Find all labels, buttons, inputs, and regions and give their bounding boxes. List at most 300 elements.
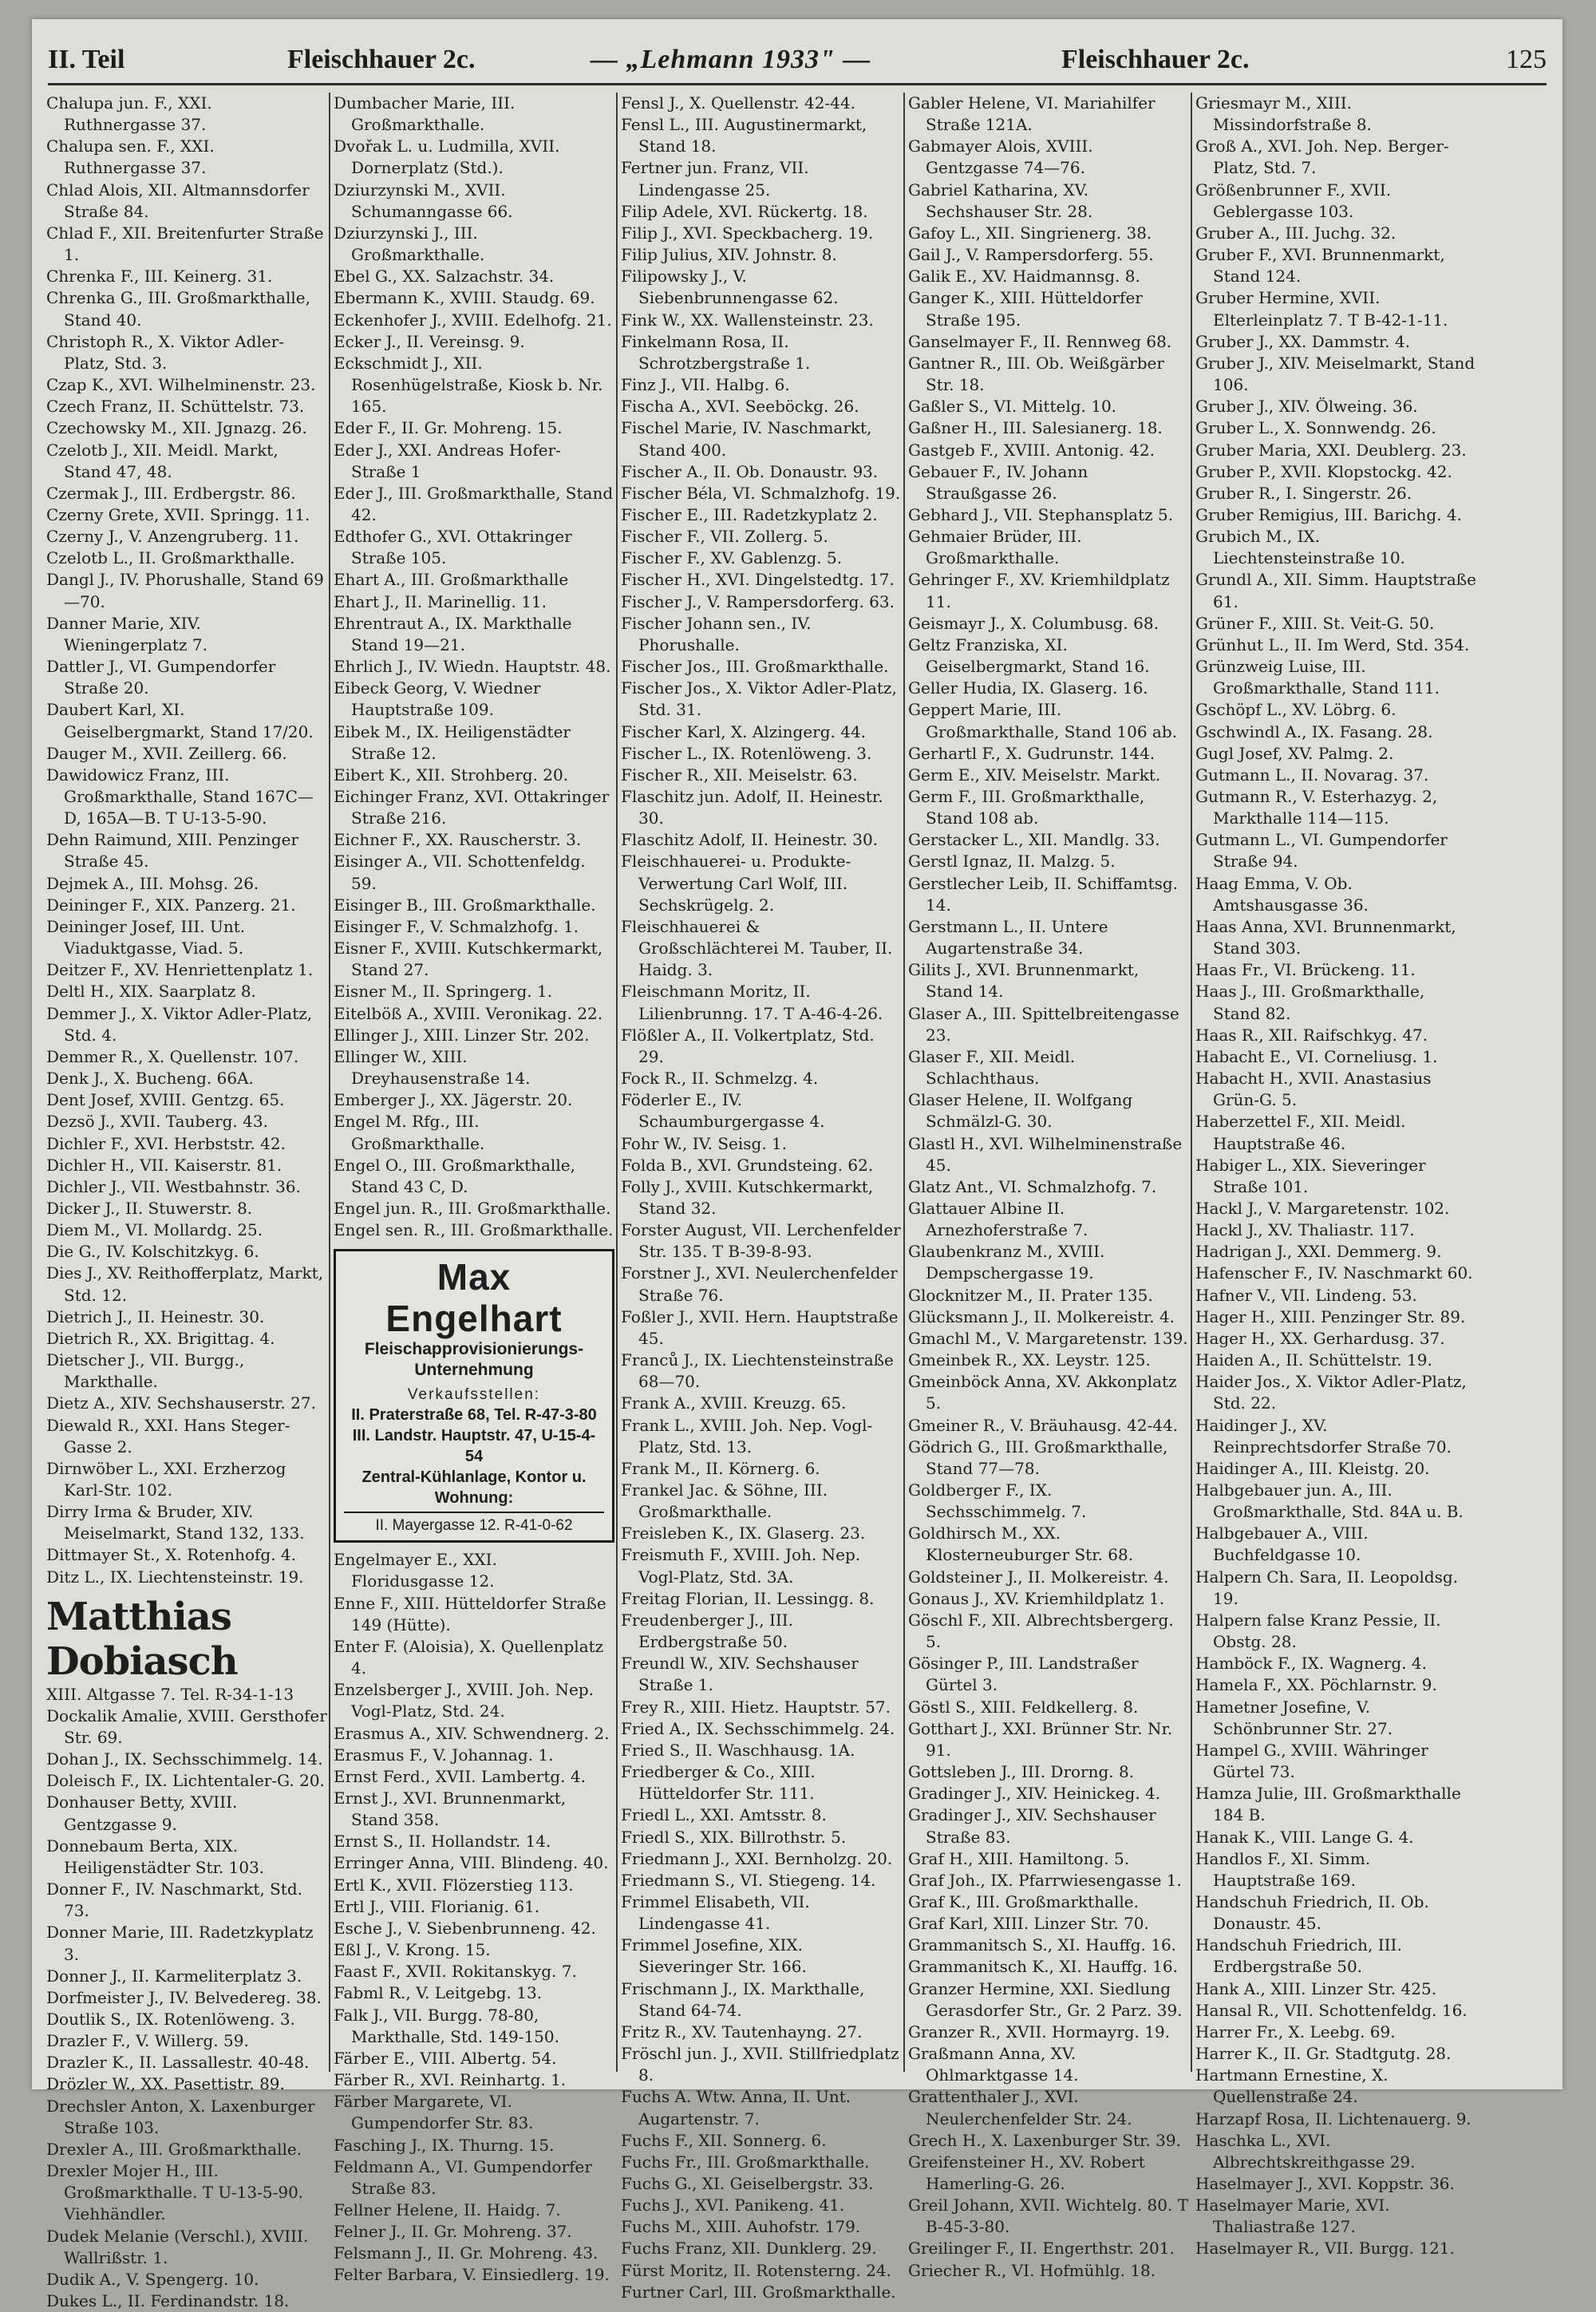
directory-entry: Fink W., XX. Wallensteinstr. 23. (621, 310, 874, 330)
directory-entry: Denk J., X. Bucheng. 66A. (46, 1069, 254, 1089)
directory-entry: Gonaus J., XV. Kriemhildplatz 1. (908, 1588, 1165, 1608)
featured-address: XIII. Altgasse 7. Tel. R-34-1-13 (46, 1684, 294, 1704)
directory-entry: Goldhirsch M., XX. Klosterneuburger Str. 68. (908, 1524, 1134, 1565)
directory-entry: Fischel Marie, IV. Naschmarkt, Stand 400. (621, 418, 872, 460)
directory-entry: Eibeck Georg, V. Wiedner Hauptstraße 109. (334, 678, 541, 720)
directory-entry: Ehrentraut A., IX. Markthalle Stand 19—21. (334, 613, 572, 654)
directory-entry: Grünhut L., II. Im Werd, Std. 354. (1195, 634, 1470, 654)
directory-entry: Gutmann L., VI. Gumpendorfer Straße 94. (1195, 830, 1448, 871)
directory-entry: Hackl J., V. Margaretenstr. 102. (1195, 1198, 1450, 1218)
directory-entry: Fabml R., V. Leitgebg. 13. (334, 1983, 543, 2003)
directory-entry: Fischer Jos., III. Großmarkthalle. (621, 657, 889, 677)
directory-entry: Fischer F., XV. Gablenzg. 5. (621, 548, 843, 568)
directory-entry: Harrer K., II. Gr. Stadtgutg. 28. (1195, 2044, 1452, 2064)
directory-entry: Dietrich R., XX. Brigittag. 4. (46, 1328, 275, 1348)
directory-entry: Fensl J., X. Quellenstr. 42-44. (621, 93, 856, 113)
directory-entry: Grundl A., XII. Simm. Hauptstraße 61. (1195, 570, 1476, 611)
directory-entry: Demmer R., X. Quellenstr. 107. (46, 1046, 299, 1066)
featured-name: Matthias Dobiasch (46, 1594, 238, 1684)
directory-entry: Gruber J., XIV. Meiselmarkt, Stand 106. (1195, 353, 1476, 395)
directory-entry: Ernst S., II. Hollandstr. 14. (334, 1832, 551, 1852)
column-4 (908, 93, 1189, 2280)
directory-entry: Freudenberger J., III. Erdbergstraße 50. (621, 1610, 794, 1652)
directory-entry: Glastl H., XVI. Wilhelminenstraße 45. (908, 1133, 1183, 1175)
directory-entry: Ernst Ferd., XVII. Lambertg. 4. (334, 1766, 586, 1786)
directory-entry: Chlad F., XII. Breitenfurter Straße 1. (46, 223, 324, 265)
directory-entry: Freisleben K., IX. Glaserg. 23. (621, 1524, 866, 1543)
directory-entry: Filip Julius, XIV. Johnstr. 8. (621, 245, 837, 265)
column-divider (1191, 93, 1192, 2072)
directory-entry: Habacht E., VI. Corneliusg. 1. (1195, 1046, 1438, 1066)
directory-entry: Gruber L., X. Sonnwendg. 26. (1195, 418, 1436, 438)
directory-entry: Fürst Moritz, II. Rotensterng. 24. (621, 2260, 892, 2280)
directory-entry: Fischer L., IX. Rotenlöweng. 3. (621, 743, 872, 763)
directory-entry: Donner Marie, III. Radetzkyplatz 3. (46, 1923, 314, 1964)
directory-entry: Haberzettel F., XII. Meidl. Hauptstraße 46. (1195, 1112, 1406, 1153)
directory-entry: Doleisch F., IX. Lichtentaler-G. 20. (46, 1771, 325, 1791)
directory-entry: Drözler W., XX. Pasettistr. 89. (46, 2074, 285, 2094)
directory-entry: Daubert Karl, XI. Geiselbergmarkt, Stand 17/20. (46, 700, 314, 741)
directory-entry: Fried A., IX. Sechsschimmelg. 24. (621, 1718, 895, 1738)
directory-entry: Felner J., II. Gr. Mohreng. 37. (334, 2222, 572, 2242)
directory-entry: Fischer R., XII. Meiselstr. 63. (621, 765, 858, 784)
directory-entry: Ertl J., VIII. Florianig. 61. (334, 1896, 540, 1916)
directory-entry: Greilinger F., II. Engerthstr. 201. (908, 2239, 1175, 2259)
directory-entry: Gruber J., XX. Dammstr. 4. (1195, 331, 1411, 351)
directory-entry: Gruber A., III. Juchg. 32. (1195, 223, 1396, 243)
directory-entry: Gastgeb F., XVIII. Antonig. 42. (908, 440, 1155, 460)
directory-entry: Gutmann L., II. Novarag. 37. (1195, 765, 1429, 784)
section-title-right: Fleischhauer 2c. (1061, 45, 1250, 74)
directory-entry: Deininger Josef, III. Unt. Viaduktgasse, Viad. 5. (46, 916, 246, 958)
directory-entry: Ebel G., XX. Salzachstr. 34. (334, 267, 555, 287)
directory-entry: Fertner jun. Franz, VII. Lindengasse 25. (621, 158, 809, 200)
directory-entry: Eder J., III. Großmarkthalle, Stand 42. (334, 483, 614, 524)
directory-entry: Frankel Jac. & Söhne, III. Großmarkthalle. (621, 1480, 828, 1522)
directory-entry: Eisner M., II. Springerg. 1. (334, 982, 553, 1002)
directory-entry: Gehringer F., XV. Kriemhildplatz 11. (908, 570, 1170, 611)
section-title-left: Fleischhauer 2c. (287, 45, 476, 74)
directory-entry: Deitzer F., XV. Henriettenplatz 1. (46, 960, 314, 980)
directory-entry: Hametner Josefine, V. Schönbrunner Str. 27. (1195, 1697, 1393, 1738)
directory-entry: Germ F., III. Großmarkthalle, Stand 108 ab. (908, 787, 1145, 828)
directory-entry: Dockalik Amalie, XVIII. Gersthofer Str. 69. (46, 1705, 327, 1747)
directory-entry: Eßl J., V. Krong. 15. (334, 1940, 491, 1960)
directory-entry: Drexler Mojer H., III. Großmarkthalle. T U-13-5-90. Viehhändler. (46, 2161, 304, 2224)
directory-entry: Grünzweig Luise, III. Großmarkthalle, Stand 111. (1195, 657, 1440, 698)
directory-entry: Deininger F., XIX. Panzerg. 21. (46, 895, 296, 915)
directory-entry: Engel sen. R., III. Großmarkthalle. (334, 1220, 614, 1240)
directory-entry: Ellinger J., XIII. Linzer Str. 202. (334, 1025, 590, 1045)
directory-entry: Fock R., II. Schmelzg. 4. (621, 1069, 819, 1089)
directory-entry: Edthofer G., XVI. Ottakringer Straße 105. (334, 527, 572, 568)
directory-entry: Gschöpf L., XV. Löbrg. 6. (1195, 700, 1396, 720)
ad-footer: II. Mayergasse 12. R-41-0-62 (344, 1512, 604, 1535)
directory-entry: Freitag Florian, II. Lessingg. 8. (621, 1588, 875, 1608)
directory-entry: Drazler F., V. Willerg. 59. (46, 2031, 249, 2051)
directory-entry: Dittmayer St., X. Rotenhofg. 4. (46, 1545, 296, 1565)
directory-entry: Fischer A., II. Ob. Donaustr. 93. (621, 461, 879, 481)
directory-entry: Greil Johann, XVII. Wichtelg. 80. T B-45-3-80. (908, 2195, 1189, 2237)
directory-entry: Folda B., XVI. Grundsteing. 62. (621, 1155, 874, 1175)
directory-entry: Gilits J., XVI. Brunnenmarkt, Stand 14. (908, 960, 1140, 1002)
directory-entry: Esche J., V. Siebenbrunneng. 42. (334, 1918, 596, 1938)
directory-entry: Gaßner H., III. Salesianerg. 18. (908, 418, 1163, 438)
directory-entry: Flößler A., II. Volkertplatz, Std. 29. (621, 1025, 875, 1066)
directory-entry: Goldberger F., IX. Sechsschimmelg. 7. (908, 1480, 1087, 1522)
directory-entry: Greifensteiner H., XV. Robert Hamerling-G. 26. (908, 2152, 1145, 2193)
directory-entry: Falk J., VII. Burgg. 78-80, Markthalle, Std. 149-150. (334, 2005, 559, 2046)
directory-entry: Griesmayr M., XIII. Missindorfstraße 8. (1195, 93, 1372, 135)
directory-entry: Gerstmann L., II. Untere Augartenstraße 34. (908, 916, 1108, 958)
directory-entry: Chrenka F., III. Keinerg. 31. (46, 267, 273, 287)
directory-entry: Dohan J., IX. Sechsschimmelg. 14. (46, 1749, 323, 1769)
directory-entry: Forstner J., XVI. Neulerchenfelder Straße 76. (621, 1263, 898, 1305)
directory-entry: Haider Jos., X. Viktor Adler-Platz, Std. 22. (1195, 1372, 1467, 1413)
directory-page (32, 19, 1562, 2310)
directory-entry: Groß A., XVI. Joh. Nep. Berger-Platz, Std. 7. (1195, 136, 1449, 178)
directory-entry: Gruber F., XVI. Brunnenmarkt, Stand 124. (1195, 245, 1445, 287)
directory-entry: Felsmann J., II. Gr. Mohreng. 43. (334, 2243, 598, 2263)
directory-entry: Fritz R., XV. Tautenhayng. 27. (621, 2022, 863, 2041)
directory-entry: Dangl J., IV. Phorushalle, Stand 69—70. (46, 570, 324, 611)
directory-entry: Donner J., II. Karmeliterplatz 3. (46, 1966, 302, 1986)
directory-entry: Gödrich G., III. Großmarkthalle, Stand 77—78. (908, 1437, 1168, 1478)
directory-entry: Ertl K., XVII. Flözerstieg 113. (334, 1875, 574, 1895)
directory-entry: Haas R., XII. Raifschkyg. 47. (1195, 1025, 1428, 1045)
directory-entry: Filipowsky J., V. Siebenbrunnengasse 62. (621, 267, 839, 308)
directory-entry: Chrenka G., III. Großmarkthalle, Stand 40. (46, 288, 310, 330)
directory-entry: Gösinger P., III. Landstraßer Gürtel 3. (908, 1654, 1139, 1695)
directory-entry: Geismayr J., X. Columbusg. 68. (908, 613, 1159, 633)
directory-entry: Eitelböß A., XVIII. Veronikag. 22. (334, 1003, 603, 1023)
directory-entry: Czermak J., III. Erdbergstr. 86. (46, 483, 296, 503)
directory-entry: Glaser F., XII. Meidl. Schlachthaus. (908, 1046, 1076, 1089)
directory-entry: Eckenhofer J., XVIII. Edelhofg. 21. (334, 310, 612, 330)
directory-entry: Eisinger A., VII. Schottenfeldg. 59. (334, 852, 586, 893)
directory-entry: Dies J., XV. Reithofferplatz, Markt, Std. 12. (46, 1263, 324, 1305)
directory-entry: Gabler Helene, VI. Mariahilfer Straße 121A. (908, 93, 1156, 135)
directory-entry: Friedmann S., VI. Stiegeng. 14. (621, 1870, 876, 1890)
page-number: 125 (1506, 45, 1547, 74)
directory-entry: Grech H., X. Laxenburger Str. 39. (908, 2130, 1181, 2150)
directory-entry: Hafner V., VII. Lindeng. 53. (1195, 1285, 1417, 1305)
directory-entry: Fleischmann Moritz, II. Lilienbrunng. 17. T A-46-4-26. (621, 982, 883, 1023)
directory-entry: Chalupa jun. F., XXI. Ruthnergasse 37. (46, 93, 212, 135)
directory-entry: Grammanitsch S., XI. Hauffg. 16. (908, 1935, 1177, 1955)
directory-entry: Graf H., XIII. Hamiltong. 5. (908, 1848, 1130, 1868)
directory-entry: Fleischhauerei & Großschlächterei M. Tauber, II. Haidg. 3. (621, 916, 893, 980)
directory-entry: Fischer E., III. Radetzkyplatz 2. (621, 504, 878, 524)
directory-entry: Dent Josef, XVIII. Gentzg. 65. (46, 1090, 285, 1110)
directory-entry: Fröschl jun. J., XVII. Stillfriedplatz 8. (621, 2044, 899, 2085)
directory-entry: Glücksmann J., II. Molkereistr. 4. (908, 1306, 1175, 1326)
directory-entry: Graßmann Anna, XV. Ohlmarktgasse 14. (908, 2044, 1079, 2085)
directory-entry: Frey R., XIII. Hietz. Hauptstr. 57. (621, 1697, 891, 1717)
directory-entry: Hadrigan J., XXI. Demmerg. 9. (1195, 1242, 1442, 1262)
part-label: II. Teil (48, 45, 125, 74)
directory-entry: Czelotb J., XII. Meidl. Markt, Stand 47, 48. (46, 440, 279, 481)
directory-entry: Die G., IV. Kolschitzkyg. 6. (46, 1242, 259, 1262)
directory-entry: Halpern Ch. Sara, II. Leopoldsg. 19. (1195, 1567, 1459, 1608)
directory-entry: Ehart A., III. Großmarkthalle (334, 570, 569, 590)
directory-entry: Gerhartl F., X. Gudrunstr. 144. (908, 743, 1156, 763)
directory-entry: Czechowsky M., XII. Jgnazg. 26. (46, 418, 307, 438)
directory-entry: Frimmel Josefine, XIX. Sieveringer Str. 166. (621, 1935, 807, 1977)
directory-entry: Donner F., IV. Naschmarkt, Std. 73. (46, 1879, 302, 1921)
directory-entry: Finz J., VII. Halbg. 6. (621, 375, 790, 395)
directory-entry: Flaschitz Adolf, II. Heinestr. 30. (621, 830, 879, 850)
directory-entry: Föderler E., IV. Schaumburgergasse 4. (621, 1090, 825, 1132)
directory-entry: Graf Karl, XIII. Linzer Str. 70. (908, 1914, 1149, 1934)
directory-entry: Filip Adele, XVI. Rückertg. 18. (621, 201, 868, 221)
directory-entry: Hager H., XX. Gerhardusg. 37. (1195, 1328, 1445, 1348)
directory-entry: Diewald R., XXI. Hans Steger-Gasse 2. (46, 1415, 290, 1456)
directory-entry: Glaser Helene, II. Wolfgang Schmälzl-G. 30. (908, 1090, 1133, 1132)
directory-entry: Galik E., XV. Haidmannsg. 8. (908, 267, 1140, 287)
directory-entry: Gradinger J., XIV. Heinickeg. 4. (908, 1784, 1161, 1804)
ad-address: III. Landstr. Hauptstr. 47, U-15-4-54 (352, 1427, 596, 1466)
directory-entry: Glattauer Albine II. Arnezhoferstraße 7. (908, 1198, 1088, 1240)
directory-entry: Eisinger B., III. Großmarkthalle. (334, 895, 596, 915)
directory-entry: Fleischhauerei- u. Produkte-Verwertung Carl Wolf, III. Sechskrügelg. 2. (621, 852, 851, 915)
directory-entry: Dehn Raimund, XIII. Penzinger Straße 45. (46, 830, 299, 871)
directory-entry: Glocknitzer M., II. Prater 135. (908, 1285, 1153, 1305)
directory-entry: Chalupa sen. F., XXI. Ruthnergasse 37. (46, 136, 215, 178)
directory-entry: Harzapf Rosa, II. Lichtenauerg. 9. (1195, 2108, 1472, 2128)
directory-entry: Fischer F., VII. Zollerg. 5. (621, 527, 828, 547)
directory-entry: Fischer Karl, X. Alzingerg. 44. (621, 721, 867, 741)
directory-entry: Eckschmidt J., XII. Rosenhügelstraße, Kiosk b. Nr. 165. (334, 353, 603, 417)
directory-entry: Doutlik S., IX. Rotenlöweng. 3. (46, 2009, 295, 2029)
directory-entry: Dziurzynski J., III. Großmarkthalle. (334, 223, 485, 265)
directory-entry: Drechsler Anton, X. Laxenburger Straße 103. (46, 2096, 315, 2137)
directory-entry: Gerstacker L., XII. Mandlg. 33. (908, 830, 1160, 850)
directory-entry: Grammanitsch K., XI. Hauffg. 16. (908, 1957, 1178, 1977)
directory-entry: Hartmann Ernestine, X. Quellenstraße 24. (1195, 2065, 1389, 2107)
directory-entry: Eder J., XXI. Andreas Hofer-Straße 1 (334, 440, 561, 481)
directory-entry: Eisinger F., V. Schmalzhofg. 1. (334, 916, 579, 936)
directory-entry: Göschl F., XII. Albrechtsbergerg. 5. (908, 1610, 1174, 1652)
directory-entry: Dvořak L. u. Ludmilla, XVII. Dornerplatz (Std.). (334, 136, 560, 178)
directory-entry: Fischa A., XVI. Seeböckg. 26. (621, 397, 859, 417)
directory-entry: Granzer Hermine, XXI. Siedlung Gerasdorfer Str., Gr. 2 Parz. 39. (908, 1978, 1183, 2020)
directory-entry: Danner Marie, XIV. Wieningerplatz 7. (46, 613, 207, 654)
directory-entry: Erasmus F., V. Johannag. 1. (334, 1745, 554, 1765)
directory-entry: Gruber R., I. Singerstr. 26. (1195, 483, 1412, 503)
directory-entry: Glatz Ant., VI. Schmalzhofg. 7. (908, 1176, 1157, 1196)
directory-entry: Gabriel Katharina, XV. Sechshauser Str. 28. (908, 180, 1093, 221)
directory-entry: Dudik A., V. Spengerg. 10. (46, 2269, 259, 2289)
directory-entry: Gruber Maria, XXI. Deublerg. 23. (1195, 440, 1467, 460)
directory-entry: Haas J., III. Großmarkthalle, Stand 82. (1195, 982, 1425, 1023)
directory-entry: Donhauser Betty, XVIII. Gentzgasse 9. (46, 1792, 238, 1834)
directory-entry: Hackl J., XV. Thaliastr. 117. (1195, 1220, 1415, 1240)
directory-entry: Drazler K., II. Lassallestr. 40-48. (46, 2053, 310, 2073)
directory-entry: Haselmayer J., XVI. Koppstr. 36. (1195, 2174, 1455, 2193)
directory-entry: Gantner R., III. Ob. Weißgärber Str. 18. (908, 353, 1164, 395)
directory-entry: Fuchs F., XII. Sonnerg. 6. (621, 2130, 827, 2150)
directory-entry: Friedmann J., XXI. Bernholzg. 20. (621, 1848, 893, 1868)
directory-entry: Gugl Josef, XV. Palmg. 2. (1195, 743, 1394, 763)
directory-entry: Flaschitz jun. Adolf, II. Heinestr. 30. (621, 787, 883, 828)
directory-entry: Halpern false Kranz Pessie, II. Obstg. 28. (1195, 1610, 1441, 1652)
directory-entry: Gschwindl A., IX. Fasang. 28. (1195, 721, 1433, 741)
directory-entry: Felter Barbara, V. Einsiedlerg. 19. (334, 2265, 610, 2285)
directory-entry: Czerny J., V. Anzengruberg. 11. (46, 527, 299, 547)
directory-entry: Gehmaier Brüder, III. Großmarkthalle. (908, 527, 1082, 568)
directory-entry: Dirnwöber L., XXI. Erzherzog Karl-Str. 102. (46, 1458, 286, 1500)
directory-entry: Gottsleben J., III. Drorng. 8. (908, 1762, 1135, 1782)
directory-entry: Ehrlich J., IV. Wiedn. Hauptstr. 48. (334, 657, 611, 677)
directory-entry: Eibek M., IX. Heiligenstädter Straße 12. (334, 721, 571, 763)
directory-entry: Freundl W., XIV. Sechshauser Straße 1. (621, 1654, 859, 1695)
directory-entry: Friedl S., XIX. Billrothstr. 5. (621, 1827, 847, 1847)
directory-entry: Emberger J., XX. Jägerstr. 20. (334, 1090, 573, 1110)
directory-entry: Friedberger & Co., XIII. Hütteldorfer Str. 111. (621, 1762, 816, 1804)
directory-entry: Färber R., XVI. Reinhartg. 1. (334, 2070, 567, 2090)
directory-entry: Gaßler S., VI. Mittelg. 10. (908, 397, 1117, 417)
directory-entry: Ellinger W., XIII. Dreyhausenstraße 14. (334, 1046, 531, 1089)
directory-entry: Gruber Hermine, XVII. Elterleinplatz 7. T B-42-1-11. (1195, 288, 1448, 330)
directory-entry: Dorfmeister J., IV. Belvedereg. 38. (46, 1987, 322, 2007)
directory-entry: Haidinger J., XV. Reinprechtsdorfer Straße 70. (1195, 1415, 1452, 1456)
column-2 (334, 93, 614, 2285)
directory-entry: Fensl L., III. Augustinermarkt, Stand 18. (621, 115, 867, 156)
directory-entry: Fellner Helene, II. Haidg. 7. (334, 2199, 561, 2219)
directory-entry: Gafoy L., XII. Singrienerg. 38. (908, 223, 1152, 243)
directory-entry: Franců J., IX. Liechtensteinstraße 68—70. (621, 1350, 894, 1392)
directory-entry: Eibert K., XII. Strohberg. 20. (334, 765, 569, 784)
publication-title: — „Lehmann 1933" — (591, 45, 871, 74)
ad-label: Verkaufsstellen: (407, 1386, 541, 1404)
ad-title: Max Engelhart (385, 1256, 563, 1340)
directory-entry: Graf Joh., IX. Pfarrwiesengasse 1. (908, 1870, 1182, 1890)
directory-entry: Gerstlecher Leib, II. Schiffamtsg. 14. (908, 873, 1179, 915)
directory-entry: Gruber J., XIV. Ölweing. 36. (1195, 397, 1418, 417)
directory-entry: Fuchs Fr., III. Großmarkthalle. (621, 2152, 870, 2172)
directory-entry: Ebermann K., XVIII. Staudg. 69. (334, 288, 595, 308)
directory-entry: Habiger L., XIX. Sieveringer Straße 101. (1195, 1155, 1426, 1196)
directory-entry: Gutmann R., V. Esterhazyg. 2, Markthalle 114—115. (1195, 787, 1438, 828)
directory-entry: Haselmayer R., VII. Burgg. 121. (1195, 2239, 1455, 2259)
directory-entry: Dietrich J., II. Heinestr. 30. (46, 1306, 265, 1326)
directory-entry: Deltl H., XIX. Saarplatz 8. (46, 982, 256, 1002)
advertisement-box (334, 1249, 614, 1543)
directory-entry: Forster August, VII. Lerchenfelder Str. 135. T B-39-8-93. (621, 1220, 901, 1262)
column-divider (903, 93, 905, 2072)
directory-entry: Gruber Remigius, III. Barichg. 4. (1195, 504, 1462, 524)
directory-entry: Halbgebauer A., VIII. Buchfeldgasse 10. (1195, 1524, 1369, 1565)
directory-entry: Gmeinböck Anna, XV. Akkonplatz 5. (908, 1372, 1177, 1413)
directory-entry: Frank A., XVIII. Kreuzg. 65. (621, 1393, 847, 1413)
directory-entry: Eder F., II. Gr. Mohreng. 15. (334, 418, 563, 438)
directory-entry: Ditz L., IX. Liechtensteinstr. 19. (46, 1567, 304, 1587)
directory-entry: Drexler A., III. Großmarkthalle. (46, 2139, 302, 2159)
directory-entry: Friedl L., XXI. Amtsstr. 8. (621, 1805, 827, 1825)
directory-entry: Enter F. (Aloisia), X. Quellenplatz 4. (334, 1636, 604, 1678)
directory-entry: Enzelsberger J., XVIII. Joh. Nep. Vogl-Platz, Std. 24. (334, 1680, 595, 1721)
directory-entry: Donnebaum Berta, XIX. Heiligenstädter Str. 103. (46, 1836, 265, 1877)
directory-entry: Frank M., II. Körnerg. 6. (621, 1458, 820, 1478)
directory-entry: Geltz Franziska, XI. Geiselbergmarkt, Stand 16. (908, 634, 1150, 677)
directory-entry: Czelotb L., II. Großmarkthalle. (46, 548, 295, 568)
column-1 (46, 93, 327, 2310)
directory-entry: Griecher R., VI. Hofmühlg. 18. (908, 2260, 1156, 2280)
directory-entry: Filip J., XVI. Speckbacherg. 19. (621, 223, 874, 243)
directory-entry: Haidinger A., III. Kleistg. 20. (1195, 1458, 1430, 1478)
directory-entry: Frimmel Elisabeth, VII. Lindengasse 41. (621, 1891, 810, 1934)
directory-entry: Erasmus A., XIV. Schwendnerg. 2. (334, 1723, 610, 1743)
directory-entry: Dawidowicz Franz, III. Großmarkthalle, Stand 167C—D, 165A—B. T U-13-5-90. (46, 765, 314, 828)
directory-entry: Engel O., III. Großmarkthalle, Stand 43 C, D. (334, 1155, 575, 1196)
directory-entry: Gebhard J., VII. Stephansplatz 5. (908, 504, 1174, 524)
directory-entry: Dziurzynski M., XVII. Schumanngasse 66. (334, 180, 513, 221)
directory-entry: Haselmayer Marie, XVI. Thaliastraße 127. (1195, 2195, 1390, 2237)
ad-subtitle: Unternehmung (414, 1361, 534, 1380)
directory-entry: Faast F., XVII. Rokitanskyg. 7. (334, 1962, 577, 1982)
directory-entry: Hafenscher F., IV. Naschmarkt 60. (1195, 1263, 1473, 1283)
directory-entry: Haas Anna, XVI. Brunnenmarkt, Stand 303. (1195, 916, 1456, 958)
directory-entry: Hanak K., VIII. Lange G. 4. (1195, 1827, 1414, 1847)
directory-entry: Ganselmayer F., II. Rennweg 68. (908, 331, 1172, 351)
directory-entry: Dichler H., VII. Kaiserstr. 81. (46, 1155, 282, 1175)
directory-entry: Haschka L., XVI. Albrechtskreithgasse 29. (1195, 2130, 1416, 2172)
directory-entry: Gmeinbek R., XX. Leystr. 125. (908, 1350, 1151, 1370)
directory-entry: Hager H., XIII. Penzinger Str. 89. (1195, 1306, 1466, 1326)
directory-entry: Hamböck F., IX. Wagnerg. 4. (1195, 1654, 1427, 1674)
directory-entry: Dichler J., VII. Westbahnstr. 36. (46, 1176, 301, 1196)
directory-entry: Gerstl Ignaz, II. Malzg. 5. (908, 852, 1116, 871)
directory-entry: Chlad Alois, XII. Altmannsdorfer Straße 84. (46, 180, 310, 221)
directory-entry: Frischmann J., IX. Markthalle, Stand 64-74. (621, 1978, 865, 2020)
directory-entry: Gebauer F., IV. Johann Straußgasse 26. (908, 461, 1088, 503)
directory-entry: Dietscher J., VII. Burgg., Markthalle. (46, 1350, 245, 1392)
header-rule (48, 83, 1547, 85)
page-header (48, 41, 1547, 78)
directory-entry: Dicker J., II. Stuwerstr. 8. (46, 1198, 253, 1218)
directory-entry: Freismuth F., XVIII. Joh. Nep. Vogl-Platz, Std. 3A. (621, 1545, 861, 1587)
directory-entry: Dietz A., XIV. Sechshauserstr. 27. (46, 1393, 316, 1413)
directory-entry: Färber E., VIII. Albertg. 54. (334, 2048, 557, 2068)
directory-entry: Goldsteiner J., II. Molkereistr. 4. (908, 1567, 1169, 1587)
directory-entry: Dauger M., XVII. Zeillerg. 66. (46, 743, 287, 763)
directory-entry: Christoph R., X. Viktor Adler-Platz, Std. 3. (46, 331, 285, 373)
directory-entry: Dumbacher Marie, III. Großmarkthalle. (334, 93, 516, 135)
directory-entry: Grüner F., XIII. St. Veit-G. 50. (1195, 613, 1435, 633)
directory-entry: Frank L., XVIII. Joh. Nep. Vogl-Platz, Std. 13. (621, 1415, 873, 1456)
directory-entry: Fohr W., IV. Seisg. 1. (621, 1133, 788, 1153)
directory-entry: Fischer Béla, VI. Schmalzhofg. 19. (621, 483, 901, 503)
directory-entry: Dichler F., XVI. Herbststr. 42. (46, 1133, 286, 1153)
column-5 (1195, 93, 1476, 2259)
directory-entry: Granzer R., XVII. Hormayrg. 19. (908, 2022, 1171, 2041)
directory-entry: Fasching J., IX. Thurng. 15. (334, 2135, 555, 2155)
directory-entry: Gabmayer Alois, XVIII. Gentzgasse 74—76. (908, 136, 1093, 178)
directory-entry: Habacht H., XVII. Anastasius Grün-G. 5. (1195, 1069, 1432, 1110)
directory-entry: Färber Margarete, VI. Gumpendorfer Str. 83. (334, 2092, 534, 2133)
directory-entry: Haas Fr., VI. Brückeng. 11. (1195, 960, 1416, 980)
directory-entry: Handlos F., XI. Simm. Hauptstraße 169. (1195, 1848, 1371, 1890)
directory-entry: Dirry Irma & Bruder, XIV. Meiselmarkt, Stand 132, 133. (46, 1502, 305, 1543)
ad-subtitle: Fleischapprovisionierungs- (364, 1340, 584, 1359)
directory-entry: Fuchs J., XVI. Panikeng. 41. (621, 2195, 845, 2215)
directory-entry: Grubich M., IX. Liechtensteinstraße 10. (1195, 527, 1405, 568)
directory-entry: Fischer Johann sen., IV. Phorushalle. (621, 613, 812, 654)
directory-entry: Glaubenkranz M., XVIII. Dempschergasse 19. (908, 1242, 1105, 1283)
directory-entry: Engel M. Rfg., III. Großmarkthalle. (334, 1112, 485, 1153)
directory-entry: Fischer J., V. Rampersdorferg. 63. (621, 591, 895, 611)
